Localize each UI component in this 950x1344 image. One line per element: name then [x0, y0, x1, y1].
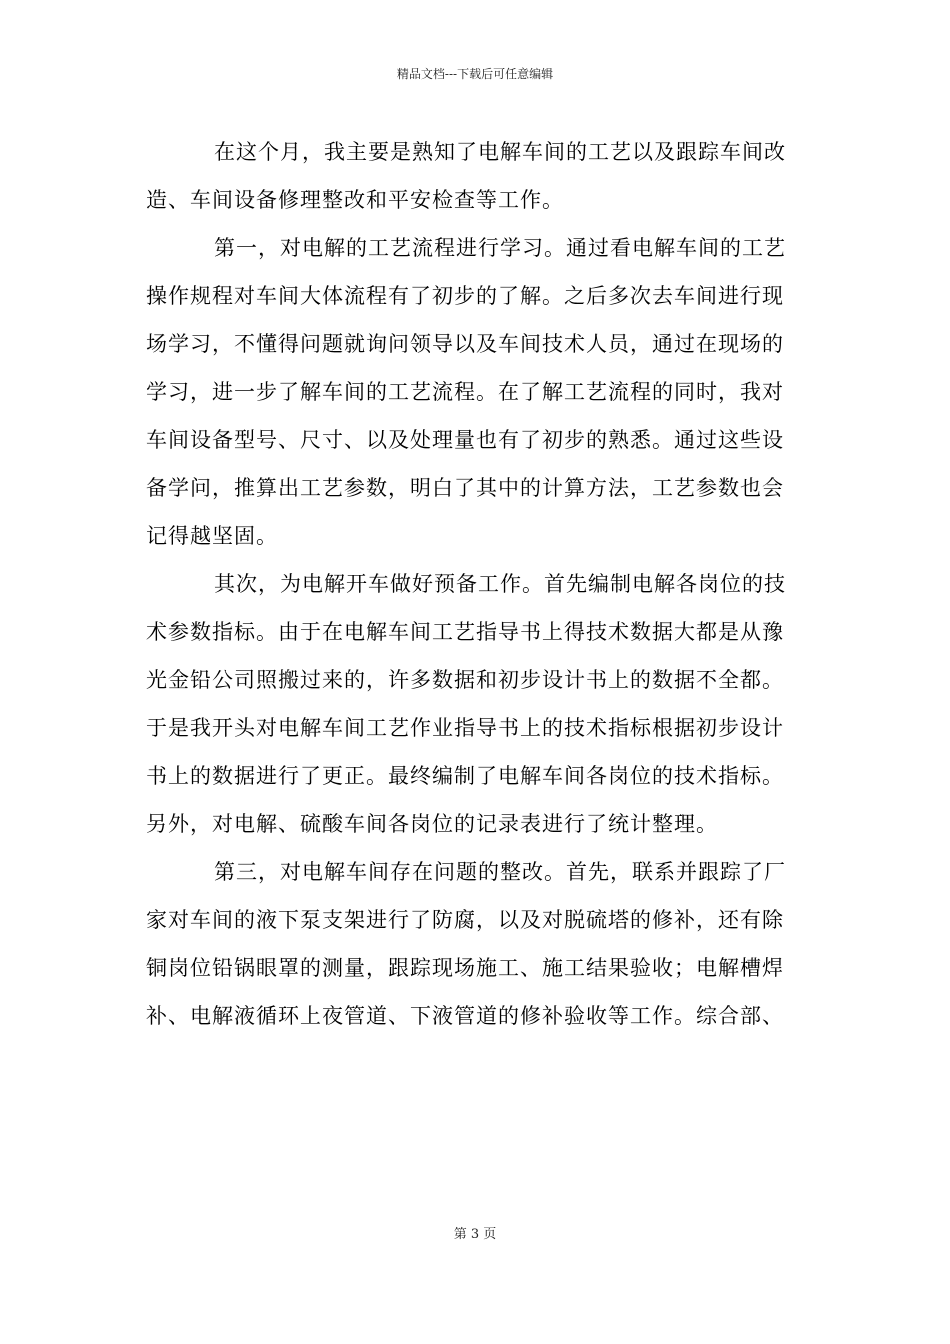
- paragraph-3-line-5: 书上的数据进行了更正。最终编制了电解车间各岗位的技术指标。: [146, 764, 784, 788]
- paragraph-2-line-5: 车间设备型号、尺寸、以及处理量也有了初步的熟悉。通过这些设: [146, 428, 784, 452]
- paragraph-3-line-4: 于是我开头对电解车间工艺作业指导书上的技术指标根据初步设计: [146, 716, 784, 740]
- paragraph-3-line-6: 另外，对电解、硫酸车间各岗位的记录表进行了统计整理。: [146, 812, 718, 836]
- paragraph-4-line-2: 家对车间的液下泵支架进行了防腐，以及对脱硫塔的修补，还有除: [146, 908, 784, 932]
- paragraph-4-line-1: 第三，对电解车间存在问题的整改。首先，联系并跟踪了厂: [214, 860, 786, 884]
- paragraph-2-line-7: 记得越坚固。: [146, 524, 278, 548]
- paragraph-3-line-1: 其次，为电解开车做好预备工作。首先编制电解各岗位的技: [214, 572, 786, 596]
- paragraph-2-line-3: 场学习，不懂得问题就询问领导以及车间技术人员，通过在现场的: [146, 332, 784, 356]
- paragraph-2-line-6: 备学问，推算出工艺参数，明白了其中的计算方法，工艺参数也会: [146, 476, 784, 500]
- paragraph-2-line-1: 第一，对电解的工艺流程进行学习。通过看电解车间的工艺: [214, 236, 786, 260]
- document-body: [146, 128, 806, 1040]
- paragraph-4-line-4: 补、电解液循环上夜管道、下液管道的修补验收等工作。综合部、: [146, 1004, 784, 1028]
- page-header: 精品文档---下载后可任意编辑: [396, 67, 554, 81]
- paragraph-1-line-1: 在这个月，我主要是熟知了电解车间的工艺以及跟踪车间改: [214, 140, 786, 164]
- paragraph-4-line-3: 铜岗位铅锅眼罩的测量，跟踪现场施工、施工结果验收；电解槽焊: [146, 956, 784, 980]
- paragraph-2-line-4: 学习，进一步了解车间的工艺流程。在了解工艺流程的同时，我对: [146, 380, 784, 404]
- paragraph-2-line-2: 操作规程对车间大体流程有了初步的了解。之后多次去车间进行现: [146, 284, 784, 308]
- paragraph-3-line-2: 术参数指标。由于在电解车间工艺指导书上得技术数据大都是从豫: [146, 620, 784, 644]
- paragraph-3-line-3: 光金铅公司照搬过来的，许多数据和初步设计书上的数据不全都。: [146, 668, 784, 692]
- paragraph-1-line-2: 造、车间设备修理整改和平安检查等工作。: [146, 188, 564, 212]
- page-number: 第 3 页: [453, 1227, 497, 1242]
